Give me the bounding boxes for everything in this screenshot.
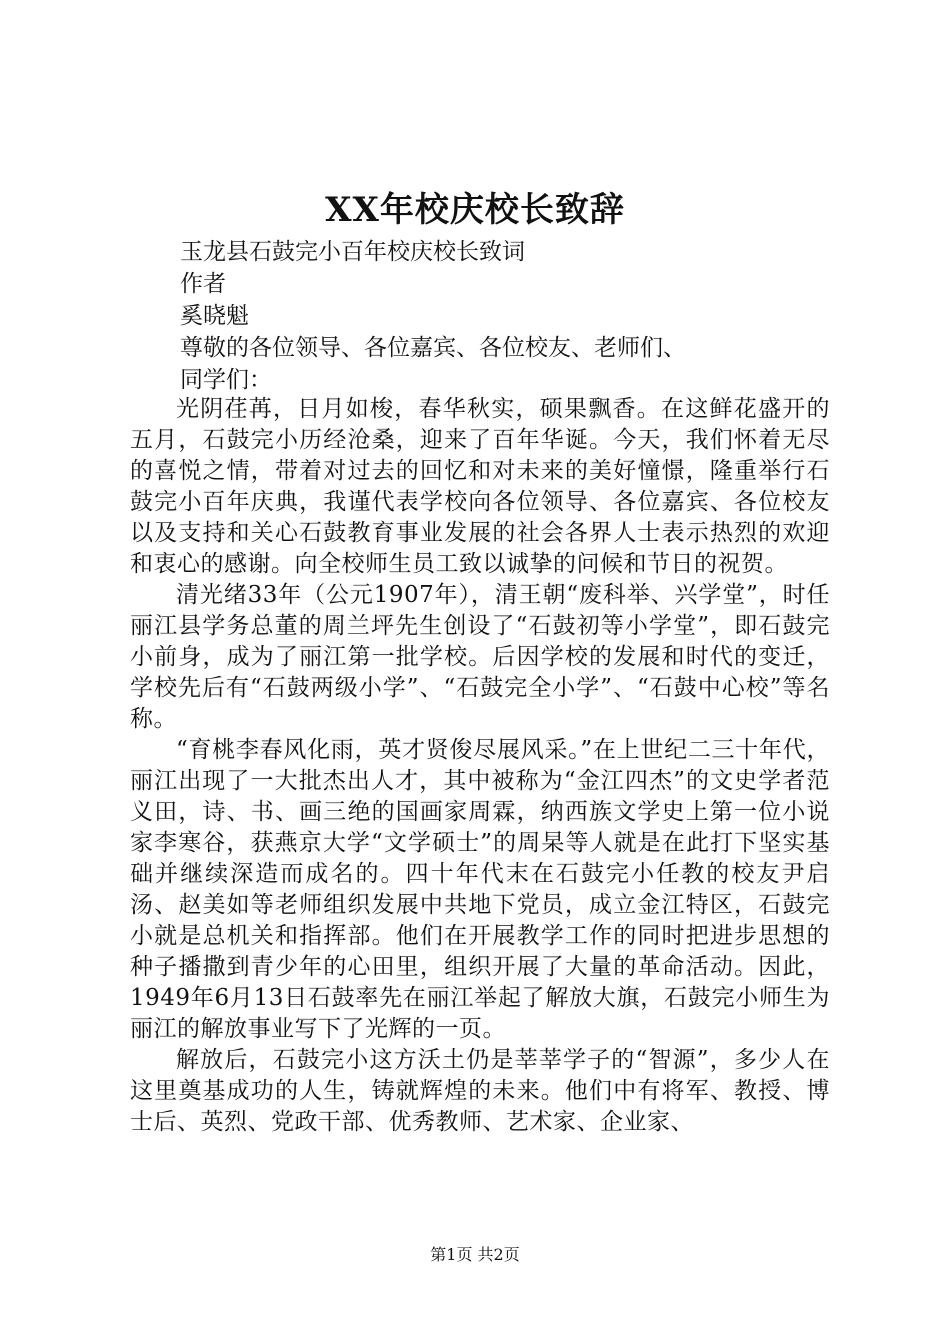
header-lines [180, 236, 840, 396]
body-text [130, 394, 830, 1138]
document-title: XX年校庆校长致辞 [325, 190, 625, 230]
salutation-line-2: 同学们： [180, 367, 272, 393]
paragraph: 清光绪33年（公元1907年），清王朝“废科举、兴学堂”，时任丽江县学务总董的周兰坪先生创设了“石鼓初等小学堂”，即石鼓完小前身，成为了丽江第一批学校。后因学校的发展和时代的变迁，学校先后有“石鼓两级小学”、“石鼓完全小学”、“石鼓中心校”等名称。 [130, 582, 830, 732]
page-footer: 第1页 共2页 [430, 1245, 520, 1264]
author-label: 作者 [180, 271, 226, 297]
author-name: 奚晓魁 [180, 303, 249, 329]
paragraph: 解放后，石鼓完小这方沃土仍是莘莘学子的“智源”，多少人在这里奠基成功的人生，铸就辉煌的未来。他们中有将军、教授、博士后、英烈、党政干部、优秀教师、艺术家、企业家、 [130, 1047, 830, 1135]
subtitle-line: 玉龙县石鼓完小百年校庆校长致词 [180, 239, 525, 265]
salutation-line-1: 尊敬的各位领导、各位嘉宾、各位校友、老师们、 [180, 335, 686, 361]
paragraph: “育桃李春风化雨，英才贤俊尽展风采。”在上世纪二三十年代，丽江出现了一大批杰出人才，其中被称为“金江四杰”的文史学者范义田，诗、书、画三绝的国画家周霖，纳西族文学史上第一位小说家李寒谷，获燕京大学“文学硕士”的周杲等人就是在此打下坚实基础并继续深造而成名的。四十年代末在石鼓完小任教的校友尹启汤、赵美如等老师组织发展中共地下党员，成立金江特区，石鼓完小就是总机关和指挥部。他们在开展教学工作的同时把进步思想的种子播撒到青少年的心田里，组织开展了大量的革命活动。因此，1949年6月13日石鼓率先在丽江举起了解放大旗，石鼓完小师生为丽江的解放事业写下了光辉的一页。 [130, 737, 830, 1042]
paragraph: 光阴荏苒，日月如梭，春华秋实，硕果飘香。在这鲜花盛开的五月，石鼓完小历经沧桑，迎来了百年华诞。今天，我们怀着无尽的喜悦之情，带着对过去的回忆和对未来的美好憧憬，隆重举行石鼓完小百年庆典，我谨代表学校向各位领导、各位嘉宾、各位校友以及支持和关心石鼓教育事业发展的社会各界人士表示热烈的欢迎和衷心的感谢。向全校师生员工致以诚挚的问候和节日的祝贺。 [130, 396, 830, 577]
